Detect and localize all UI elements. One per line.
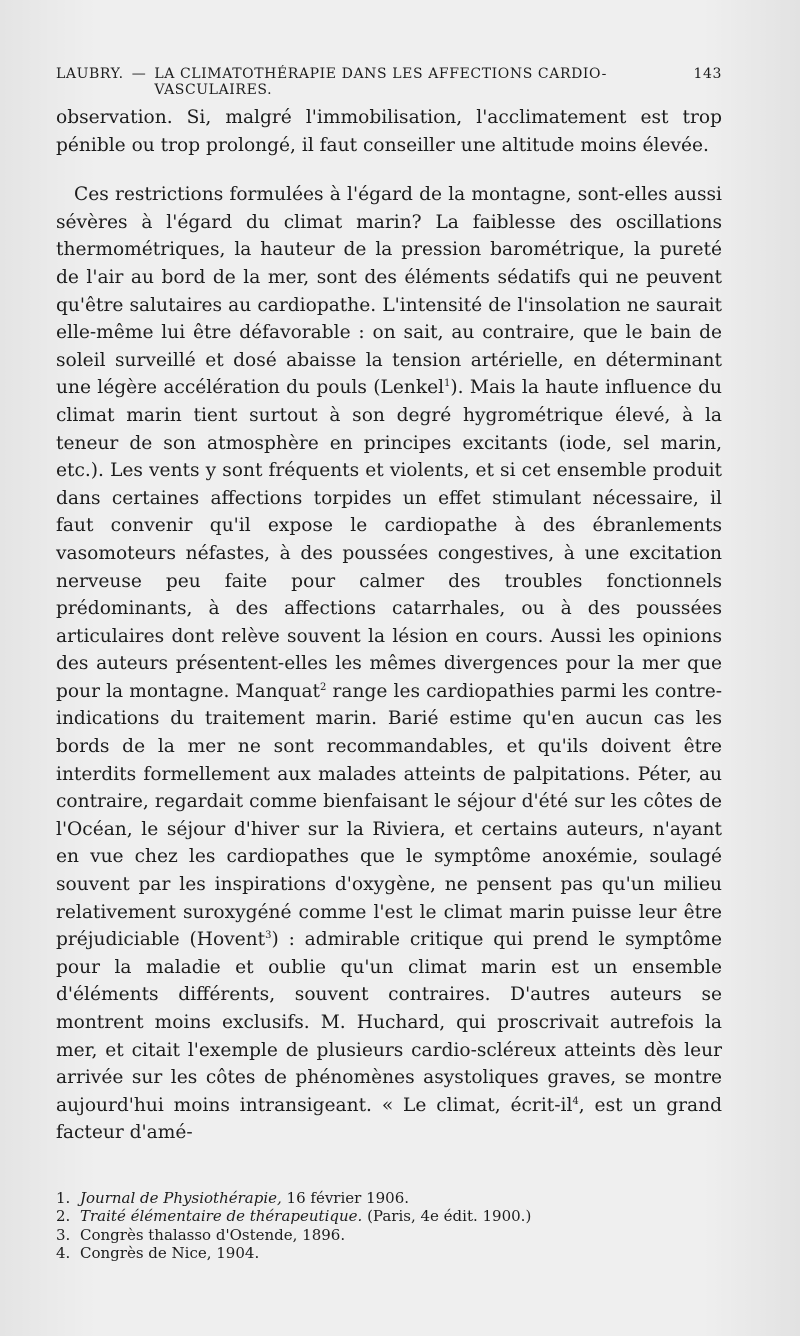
header-author: LAUBRY. — [56, 66, 124, 82]
paragraph-text: ) : admirable critique qui prend le symptôme pour la maladie et oublie qu'un climat marin est un ensemble d'éléments différents, souvent contraires. D'autres auteurs se montrent moins exclusifs. M. Huchard, qui proscrivait autrefois la mer, et citait l'exemple de plusieurs cardio-scléreux atteints dès leur arrivée sur les côtes de phénomènes asystoliques graves, se montre aujourd'hui moins intransigeant. « Le climat, écrit-il — [56, 929, 722, 1116]
footnote — [56, 1244, 722, 1263]
footnote-ref: 2 — [320, 681, 327, 693]
footnote-ref: 3 — [265, 930, 272, 942]
footnote-italic: Journal de Physiothérapie, — [80, 1188, 282, 1207]
footnote-rest: Congrès thalasso d'Ostende, 1896. — [80, 1225, 346, 1244]
paragraph-text: ). Mais la haute influence du climat marin tient surtout à son degré hygrométrique élevé, à la teneur de son atmosphère en principes excitants (iode, sel marin, etc.). Les vents y sont fréquents et violents, et si cet ensemble produit dans certaines affections torpides un effet stimulant nécessaire, il faut convenir qu'il expose le cardiopathe à des ébranlements vasomoteurs néfastes, à des poussées congestives, à une excitation nerveuse peu faite pour calmer des troubles fonctionnels prédominants, à des affections catarrhales, ou à des poussées articulaires dont relève souvent la lésion en cours. Aussi les opinions des auteurs présentent-elles les mêmes divergences pour la mer que pour la montagne. Manquat — [56, 377, 722, 702]
footnote-number: 4. — [56, 1244, 71, 1263]
footnote-rest: 16 février 1906. — [281, 1188, 410, 1207]
footnotes — [56, 1189, 722, 1263]
paragraph-text: Ces restrictions formulées à l'égard de la montagne, sont-elles aussi sévères à l'égard du climat marin? La faiblesse des oscillations thermométriques, la hauteur de la pression barométrique, la pureté de l'air au bord de la mer, sont des éléments sédatifs qui ne peuvent qu'être salutaires au cardiopathe. L'intensité de l'insolation ne saurait elle-même lui être défavorable : on sait, au contraire, que le bain de soleil surveillé et dosé abaisse la tension artérielle, en déterminant une légère accélération du pouls (Lenkel — [56, 184, 722, 399]
footnote-text — [80, 1226, 345, 1245]
body-text — [56, 104, 722, 1147]
footnote-number: 1. — [56, 1188, 71, 1207]
footnote-text — [80, 1189, 409, 1208]
paragraph-text: observation. Si, malgré l'immobilisation, l'acclimatement est trop pénible ou trop prolongé, il faut conseiller une altitude moins élevée. — [56, 107, 722, 156]
paragraph — [56, 181, 722, 1147]
footnote-number: 2. — [56, 1207, 71, 1226]
footnote-text — [80, 1244, 259, 1263]
footnote-rest: Congrès de Nice, 1904. — [80, 1244, 260, 1263]
footnote-rest: (Paris, 4e édit. 1900.) — [362, 1207, 532, 1226]
paragraph-text: , est un grand facteur d'amé- — [56, 1094, 722, 1144]
footnote-ref: 4 — [572, 1095, 579, 1107]
footnote-ref: 1 — [444, 378, 451, 390]
footnote — [56, 1226, 722, 1245]
footnote-italic: Traité élémentaire de thérapeutique. — [80, 1207, 363, 1226]
paragraph — [56, 104, 722, 159]
footnote-number: 3. — [56, 1225, 71, 1244]
header-title: LA CLIMATOTHÉRAPIE DANS LES AFFECTIONS CARDIO-VASCULAIRES. — [154, 66, 607, 98]
header-dash: — — [131, 66, 147, 82]
footnote — [56, 1207, 722, 1226]
paragraph-text: range les cardiopathies parmi les contre-indications du traitement marin. Barié estime qu'en aucun cas les bords de la mer ne sont recommandables, et qu'ils doivent être interdits formellement aux malades atteints de palpitations. Péter, au contraire, regardait comme bienfaisant le séjour d'été sur les côtes de l'Océan, le séjour d'hiver sur la Riviera, et certains auteurs, n'ayant en vue chez les cardiopathes que le symptôme anoxémie, soulagé souvent par les inspirations d'oxygène, ne pensent pas qu'un milieu relativement suroxygéné comme l'est le climat marin puisse leur être préjudiciable (Hovent — [56, 680, 722, 951]
running-header — [56, 66, 722, 98]
footnote-text — [80, 1207, 531, 1226]
footnote — [56, 1189, 722, 1208]
page-number: 143 — [693, 66, 722, 82]
